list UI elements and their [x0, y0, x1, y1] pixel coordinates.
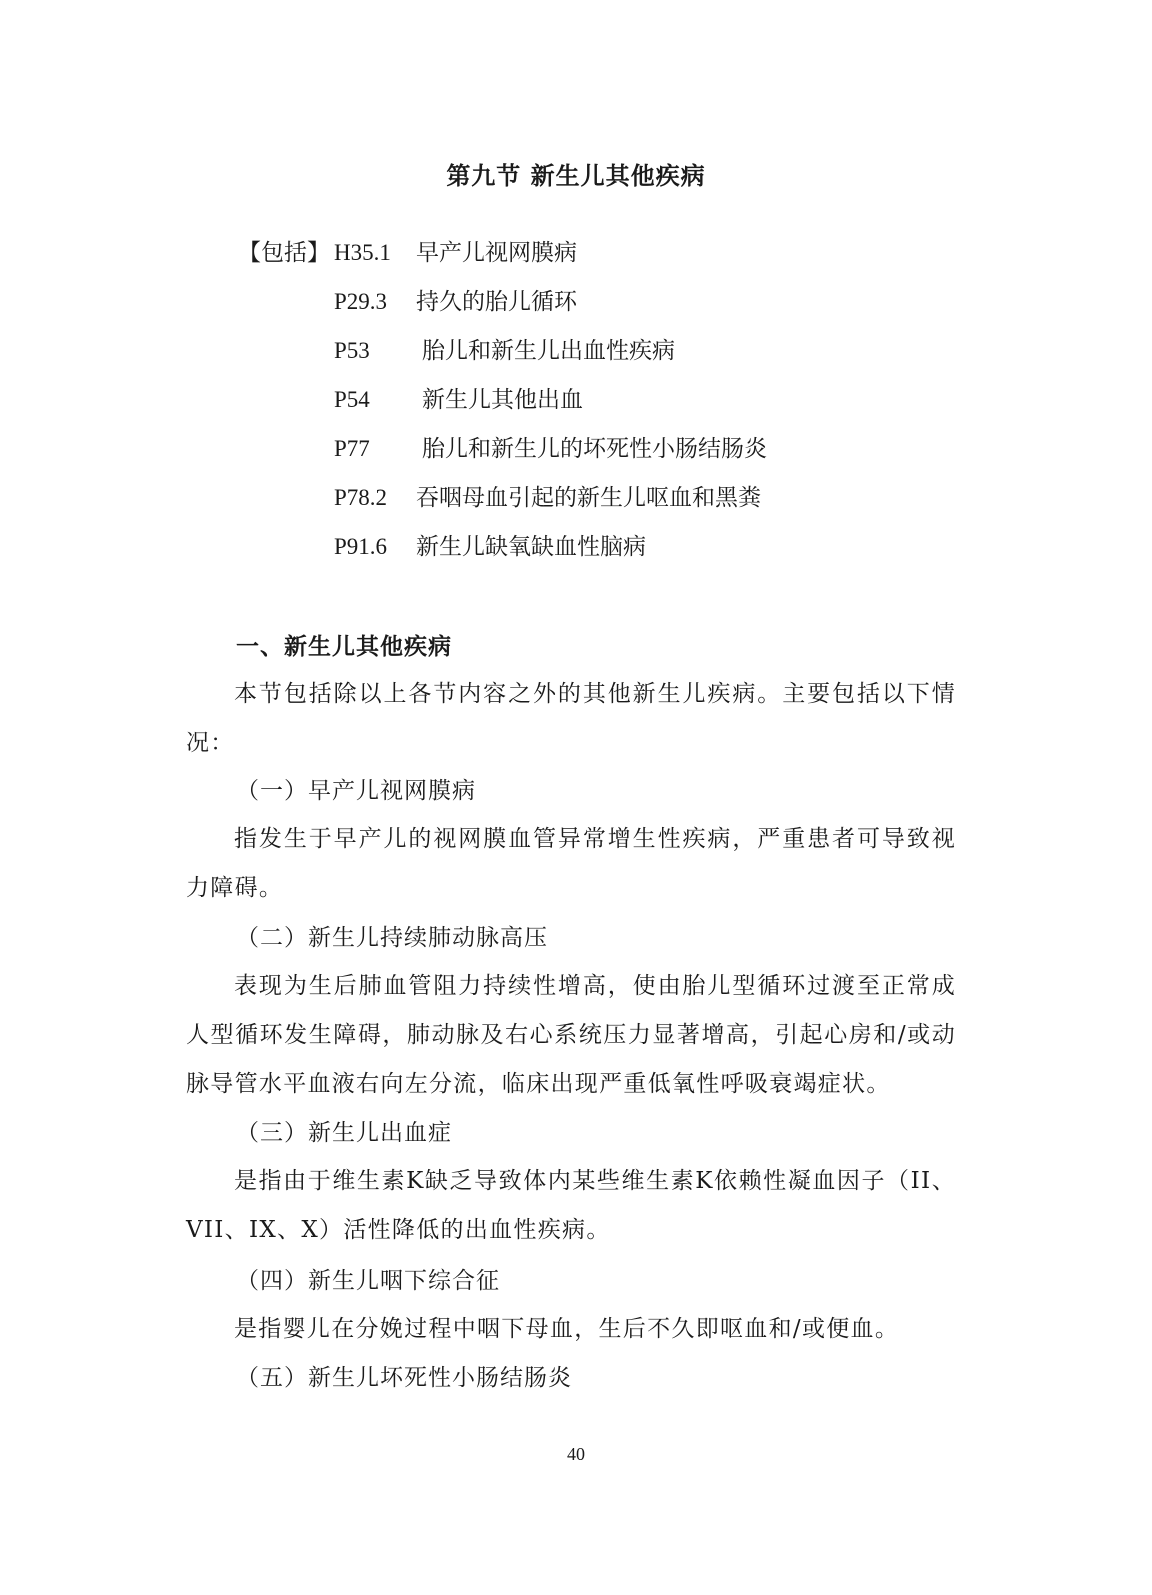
subheading: （三）新生儿出血症 — [236, 1120, 452, 1146]
include-label: 【包括】 — [238, 240, 330, 266]
page-number: 40 — [567, 1444, 585, 1464]
include-code: P91.6 — [334, 534, 388, 559]
section-title: 第九节 新生儿其他疾病 — [446, 162, 706, 190]
include-code: H35.1 — [334, 240, 391, 265]
body-paragraph: 是指婴儿在分娩过程中咽下母血，生后不久即呕血和/或便血。 — [234, 1316, 900, 1342]
include-code: P53 — [334, 338, 370, 363]
subheading: （一）早产儿视网膜病 — [236, 778, 476, 804]
include-text: 早产儿视网膜病 — [416, 240, 577, 266]
subheading: （五）新生儿坏死性小肠结肠炎 — [236, 1365, 572, 1391]
include-text: 持久的胎儿循环 — [416, 289, 577, 315]
include-text: 吞咽母血引起的新生儿呕血和黑粪 — [416, 485, 761, 511]
include-text: 胎儿和新生儿的坏死性小肠结肠炎 — [422, 436, 767, 462]
include-code: P77 — [334, 436, 370, 461]
subheading: （四）新生儿咽下综合征 — [236, 1268, 500, 1294]
section-heading: 一、新生儿其他疾病 — [236, 634, 452, 660]
include-code: P54 — [334, 387, 370, 412]
include-text: 新生儿其他出血 — [422, 387, 583, 413]
intro-paragraph: 本节包括除以上各节内容之外的其他新生儿疾病。主要包括以下情况： — [186, 681, 956, 756]
include-text: 新生儿缺氧缺血性脑病 — [416, 534, 646, 560]
body-paragraph: 表现为生后肺血管阻力持续性增高，使由胎儿型循环过渡至正常成人型循环发生障碍，肺动脉及右心系统压力显著增高，引起心房和/或动脉导管水平血液右向左分流，临床出现严重低氧性呼吸衰竭症状。 — [186, 973, 956, 1097]
include-code: P29.3 — [334, 289, 388, 314]
include-code: P78.2 — [334, 485, 388, 510]
include-text: 胎儿和新生儿出血性疾病 — [422, 338, 675, 364]
body-paragraph: 指发生于早产儿的视网膜血管异常增生性疾病，严重患者可导致视力障碍。 — [186, 826, 956, 901]
body-paragraph: 是指由于维生素K缺乏导致体内某些维生素K依赖性凝血因子（II、VII、IX、X）活性降低的出血性疾病。 — [186, 1168, 956, 1243]
subheading: （二）新生儿持续肺动脉高压 — [236, 925, 548, 951]
